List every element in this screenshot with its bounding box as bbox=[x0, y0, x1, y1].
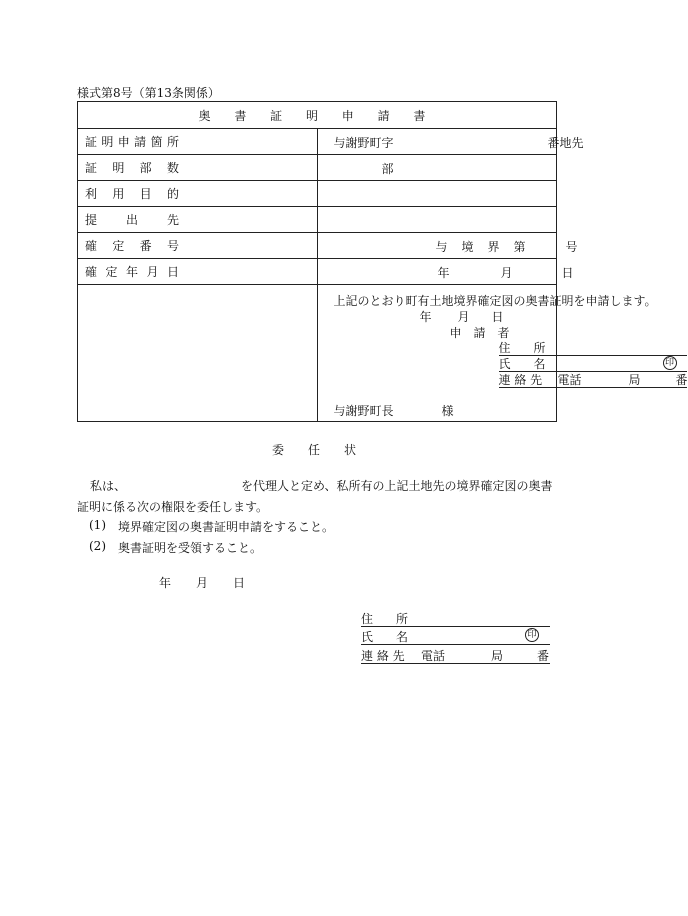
confirm-date-year: 年 bbox=[437, 266, 450, 280]
delegator-seal-mark: 印 bbox=[525, 628, 539, 642]
application-statement-cell bbox=[317, 285, 688, 422]
delegation-item-no: (1) bbox=[89, 518, 106, 532]
delegator-exchange-label: 局 bbox=[491, 649, 504, 663]
location-prefix: 与謝野町字 bbox=[333, 136, 394, 150]
delegation-para-mid: を代理人と定め、私所有の上記土地先の境界確定図の奥書 bbox=[241, 479, 553, 493]
delegation-item-text: 境界確定図の奥書証明申請をすること。 bbox=[118, 520, 335, 534]
submit-to-field[interactable] bbox=[317, 207, 557, 233]
applicant-number-label: 番 bbox=[675, 373, 688, 387]
applicant-name-label: 氏 名 bbox=[498, 357, 546, 371]
application-form-table bbox=[77, 101, 688, 422]
purpose-field[interactable] bbox=[317, 181, 557, 207]
location-suffix: 番地先 bbox=[547, 136, 584, 150]
confirm-date-month: 月 bbox=[500, 266, 513, 280]
addressee-honorific: 様 bbox=[441, 404, 454, 418]
confirm-no-char: 境 bbox=[461, 240, 474, 254]
delegator-phone-label: 電話 bbox=[421, 649, 446, 663]
confirm-no-char: 与 bbox=[435, 240, 448, 254]
applicant-seal-mark: 印 bbox=[663, 356, 677, 370]
copies-field[interactable] bbox=[317, 155, 557, 181]
label-confirm-date: 確 定 年 月 日 bbox=[78, 259, 318, 285]
delegator-number-label: 番 bbox=[537, 649, 550, 663]
applicant-address-label: 住 所 bbox=[498, 341, 546, 355]
delegation-title: 委 任 状 bbox=[272, 443, 356, 457]
application-date-year: 年 bbox=[419, 310, 432, 324]
label-confirm-number: 確 定 番 号 bbox=[78, 233, 318, 259]
application-statement: 上記のとおり町有土地境界確定図の奥書証明を申請します。 bbox=[333, 294, 657, 308]
confirm-no-char: 第 bbox=[513, 240, 526, 254]
copies-unit: 部 bbox=[381, 162, 394, 176]
confirm-date-day: 日 bbox=[561, 266, 574, 280]
delegator-contact-label: 連 絡 先 bbox=[361, 649, 405, 663]
delegation-date-day: 日 bbox=[233, 576, 246, 590]
form-number: 様式第8号（第13条関係） bbox=[77, 86, 220, 100]
form-title: 奥 書 証 明 申 請 書 bbox=[78, 102, 557, 129]
location-field[interactable] bbox=[317, 129, 584, 155]
delegation-date-year: 年 bbox=[159, 576, 172, 590]
delegation-item-no: (2) bbox=[89, 539, 106, 553]
delegator-address-label: 住 所 bbox=[361, 612, 408, 626]
application-blank-cell bbox=[78, 285, 318, 422]
delegator-address-line[interactable] bbox=[361, 626, 550, 627]
delegation-para-start: 私は、 bbox=[90, 479, 127, 493]
applicant-phone-label: 電話 bbox=[557, 373, 582, 387]
applicant-contact-label: 連 絡 先 bbox=[498, 373, 543, 387]
label-location: 証 明 申 請 箇 所 bbox=[78, 129, 318, 155]
applicant-label: 申 請 者 bbox=[449, 326, 510, 340]
delegator-contact-line[interactable] bbox=[361, 663, 550, 664]
applicant-contact-line[interactable] bbox=[499, 387, 687, 388]
label-purpose: 利 用 目 的 bbox=[78, 181, 318, 207]
delegator-name-line[interactable] bbox=[361, 644, 550, 645]
label-copies: 証 明 部 数 bbox=[78, 155, 318, 181]
applicant-exchange-label: 局 bbox=[628, 373, 641, 387]
confirm-no-char: 号 bbox=[565, 240, 578, 254]
delegator-name-label: 氏 名 bbox=[361, 630, 408, 644]
application-date-day: 日 bbox=[491, 310, 504, 324]
confirm-date-field[interactable] bbox=[317, 259, 574, 285]
delegation-para-line2: 証明に係る次の権限を委任します。 bbox=[77, 500, 269, 514]
confirm-number-field[interactable] bbox=[317, 233, 578, 259]
application-date-month: 月 bbox=[457, 310, 470, 324]
label-submit-to: 提 出 先 bbox=[78, 207, 318, 233]
confirm-no-char: 界 bbox=[487, 240, 500, 254]
delegation-date-month: 月 bbox=[196, 576, 209, 590]
addressee: 与謝野町長 bbox=[333, 404, 394, 418]
delegation-item-text: 奥書証明を受領すること。 bbox=[118, 541, 263, 555]
